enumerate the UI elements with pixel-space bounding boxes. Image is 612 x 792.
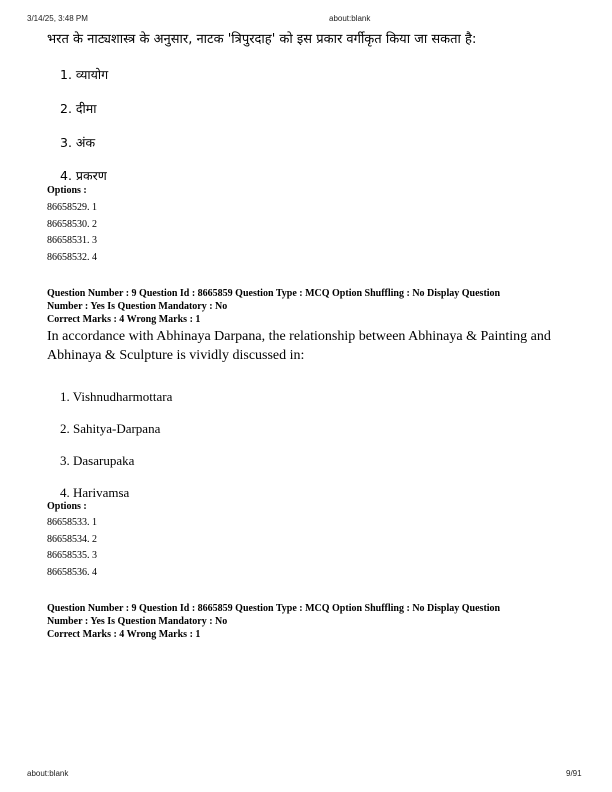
choice-1: 1. व्यायोग bbox=[60, 67, 109, 82]
marks-line: Correct Marks : 4 Wrong Marks : 1 bbox=[47, 629, 201, 640]
option-id: 86658533. 1 bbox=[47, 517, 97, 528]
question-meta bbox=[47, 287, 567, 326]
option-id: 86658531. 3 bbox=[47, 235, 97, 246]
print-footer-url: about:blank bbox=[27, 769, 69, 778]
choice-2: 2. Sahitya-Darpana bbox=[60, 421, 161, 436]
option-id: 86658535. 3 bbox=[47, 550, 97, 561]
option-id: 86658534. 2 bbox=[47, 534, 97, 545]
print-datetime: 3/14/25, 3:48 PM bbox=[27, 14, 88, 23]
question-meta-line: Question Number : 9 Question Id : 8665859 Question Type : MCQ Option Shuffling : No Display Question bbox=[47, 288, 501, 299]
question-meta-line: Number : Yes Is Question Mandatory : No bbox=[47, 301, 228, 312]
page-number: 9/91 bbox=[566, 769, 582, 778]
choice-3: 3. अंक bbox=[60, 135, 96, 150]
option-id: 86658529. 1 bbox=[47, 202, 97, 213]
choice-3: 3. Dasarupaka bbox=[60, 453, 135, 468]
choice-1: 1. Vishnudharmottara bbox=[60, 389, 173, 404]
option-id: 86658532. 4 bbox=[47, 252, 97, 263]
choice-2: 2. दीमा bbox=[60, 101, 97, 116]
marks-line: Correct Marks : 4 Wrong Marks : 1 bbox=[47, 314, 201, 325]
print-title: about:blank bbox=[329, 14, 371, 23]
question-meta bbox=[47, 602, 567, 641]
options-label: Options : bbox=[47, 185, 87, 196]
question-line: Abhinaya & Sculpture is vividly discussed in: bbox=[47, 348, 305, 363]
question-line: In accordance with Abhinaya Darpana, the relationship between Abhinaya & Painting and bbox=[47, 329, 551, 344]
choice-4: 4. Harivamsa bbox=[60, 485, 130, 500]
question-meta-line: Question Number : 9 Question Id : 8665859 Question Type : MCQ Option Shuffling : No Display Question bbox=[47, 603, 501, 614]
question-text bbox=[47, 327, 567, 365]
option-id: 86658536. 4 bbox=[47, 567, 97, 578]
choice-4: 4. प्रकरण bbox=[60, 168, 107, 183]
option-id: 86658530. 2 bbox=[47, 219, 97, 230]
question-text: भरत के नाट्यशास्त्र के अनुसार, नाटक 'त्रिपुरदाह' को इस प्रकार वर्गीकृत किया जा सकता है: bbox=[47, 32, 477, 47]
question-meta-line: Number : Yes Is Question Mandatory : No bbox=[47, 616, 228, 627]
options-label: Options : bbox=[47, 501, 87, 512]
